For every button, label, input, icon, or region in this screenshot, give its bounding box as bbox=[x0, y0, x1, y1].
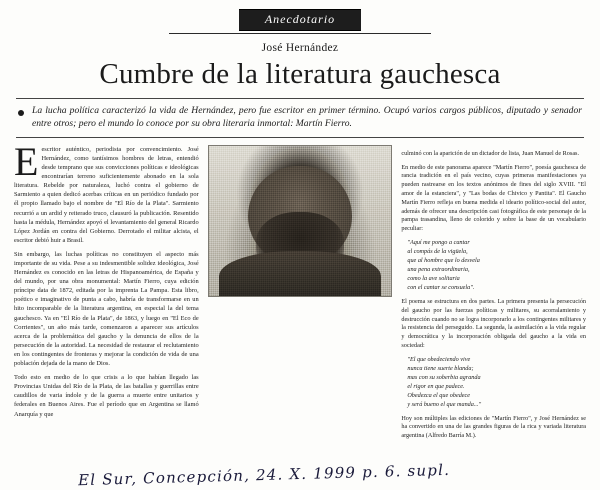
drop-cap: E bbox=[14, 144, 39, 184]
byline: José Hernández bbox=[261, 42, 339, 54]
photo-border bbox=[208, 145, 393, 297]
paragraph: En medio de este panorama aparece "Martín Fierro", poesía gauchesca de rancia tradición en el país vecino, cuyas primeras manifestaciones ya pueden rastrearse en los textos anónimos de fines del siglo XVIII. "El amor de la estanciera", y "Las bodas de Chivico y Pantita". El Gaucho Martín Fierro refleja en buena medida el ideario político-social del autor, además de ofrecer una descripción casi fotográfica de este personaje de la pampa trasandina, lleno de colorido y sobre la base de un vocabulario peculiar: bbox=[401, 163, 586, 233]
verse-line: como la ave solitaria bbox=[407, 274, 460, 282]
paragraph: Todo esto en medio de lo que crisis a lo que habían llegado las Provincias Unidas del Río de la Plata, de las batallas y guerrillas entre caudillos de varia índole y de la guerra a muerte entre unitarios y federales en Buenos Aires. Fue el período que en Argentina se llamó Anarquía y que bbox=[14, 374, 199, 418]
deck-text: La lucha política caracterizó la vida de Hernández, pero fue escritor en primer término. Ocupó varios cargos públicos, diputado y senador entre otros; pero el mundo lo conoce por su obra literaria inmortal: Martín Fierro. bbox=[32, 105, 582, 129]
column-right bbox=[401, 145, 586, 445]
verse-block-1 bbox=[407, 239, 586, 293]
article-body bbox=[14, 145, 586, 445]
right-column-text bbox=[401, 150, 586, 441]
verse-block-2 bbox=[407, 356, 586, 410]
column-center bbox=[208, 145, 393, 445]
verse-line: mas con su soberbia agranda bbox=[407, 373, 481, 381]
page-title: Cumbre de la literatura gauchesca bbox=[99, 58, 501, 90]
verse-line: Obedezca el que obedece bbox=[407, 391, 471, 399]
deck-rule bbox=[16, 137, 584, 138]
verse-line: que al hombre que lo desvela bbox=[407, 257, 480, 265]
verse-line: y será bueno el que manda..." bbox=[407, 400, 482, 408]
bullet-icon bbox=[18, 105, 32, 131]
section-banner: Anecdotario bbox=[239, 9, 361, 31]
section-banner-container bbox=[0, 0, 600, 31]
portrait-photo bbox=[208, 145, 393, 297]
paragraph: Sin embargo, las luchas políticas no constituyen el aspecto más importante de su vida. Pese a su indesmentible solidez ideológica, José Hernández es conocido en las letras de Hispanoamérica, de España y del mundo, por una obra monumental: Martín Fierro, cuya edición príncipe data de 1872, editada por la imprenta La Pampa. Esta libro, poético e imaginativo de punta a cabo, habría de transformarse en un hito incomparable de la literatura argentina, en especial la del tema gauchesco. Ya en "El Río de la Plata", de 1863, y luego en "El Eco de Corrientes", un año más tarde, comenzaron a aparecer sus artículos acerca de la problemática del gaucho y la denuncia de ellos de la persecución de la autoridad. La necesidad de restaurar el reclutamiento en los contingentes de fronteras y mejorar la condición de vida de una población dejada de la mano de Dios. bbox=[14, 250, 199, 368]
deck-lead bbox=[18, 105, 582, 131]
title-rule bbox=[16, 98, 584, 99]
verse-line: nunca tiene suerte blanda; bbox=[407, 364, 474, 372]
banner-rule bbox=[169, 33, 431, 34]
column-left bbox=[14, 145, 199, 445]
verse-line: una pena extraordinaria, bbox=[407, 266, 470, 273]
verse-line: al compás de la vigüela, bbox=[407, 248, 468, 256]
paragraph: El poema se estructura en dos partes. La primera presenta la persecución del gaucho por las fuerzas políticas y militares, su acorralamiento y destrucción cuando no se logra incorporarlo a los contingentes militares y la resistencia del perseguido. La segunda, la asimilación a la vida regular y democrática y la incorporación obligada del gaucho a la vida en sociedad: bbox=[401, 297, 586, 349]
handwritten-source-note: El Sur, Concepción, 24. X. 1999 p. 6. supl. bbox=[77, 460, 451, 490]
paragraph: Eescritor auténtico, periodista por convencimiento. José Hernández, como tantísimos hombres de letras, entendió desde temprano que sus convicciones políticas e ideológicas encontrarían terreno suficientemente abonado en la sola literatura. Rebelde por naturaleza, luchó contra el gobierno de Sarmiento a quien dedicó acerbas críticas en un periódico fundado por él propio llamado bajo el nombre de "El Río de la Plata". Sarmiento recurrió a un ardid y reiterado truco, clausuró la publicación. Resentido hasta la médula, Hernández apoyó el levantamiento del general Ricardo López Jordán en contra del Gobierno. Derrotado el militar alcista, el escritor debió huir a Brasil. bbox=[14, 144, 199, 244]
verse-line: el rigor en que padece. bbox=[407, 382, 465, 390]
verse-line: "Aquí me pongo a cantar bbox=[407, 239, 470, 247]
paragraph: Hoy son múltiples las ediciones de "Martín Fierro", y José Hernández se ha convertido en una de las grandes figuras de la rica y variada literatura argentina (Alfredo Barría M.). bbox=[401, 414, 586, 440]
paragraph: culminó con la aparición de un dictador de lista, Juan Manuel de Rosas. bbox=[401, 149, 580, 157]
verse-line: "El que obedeciendo vive bbox=[407, 355, 471, 363]
verse-line: con el cantar se consuela". bbox=[407, 283, 475, 291]
